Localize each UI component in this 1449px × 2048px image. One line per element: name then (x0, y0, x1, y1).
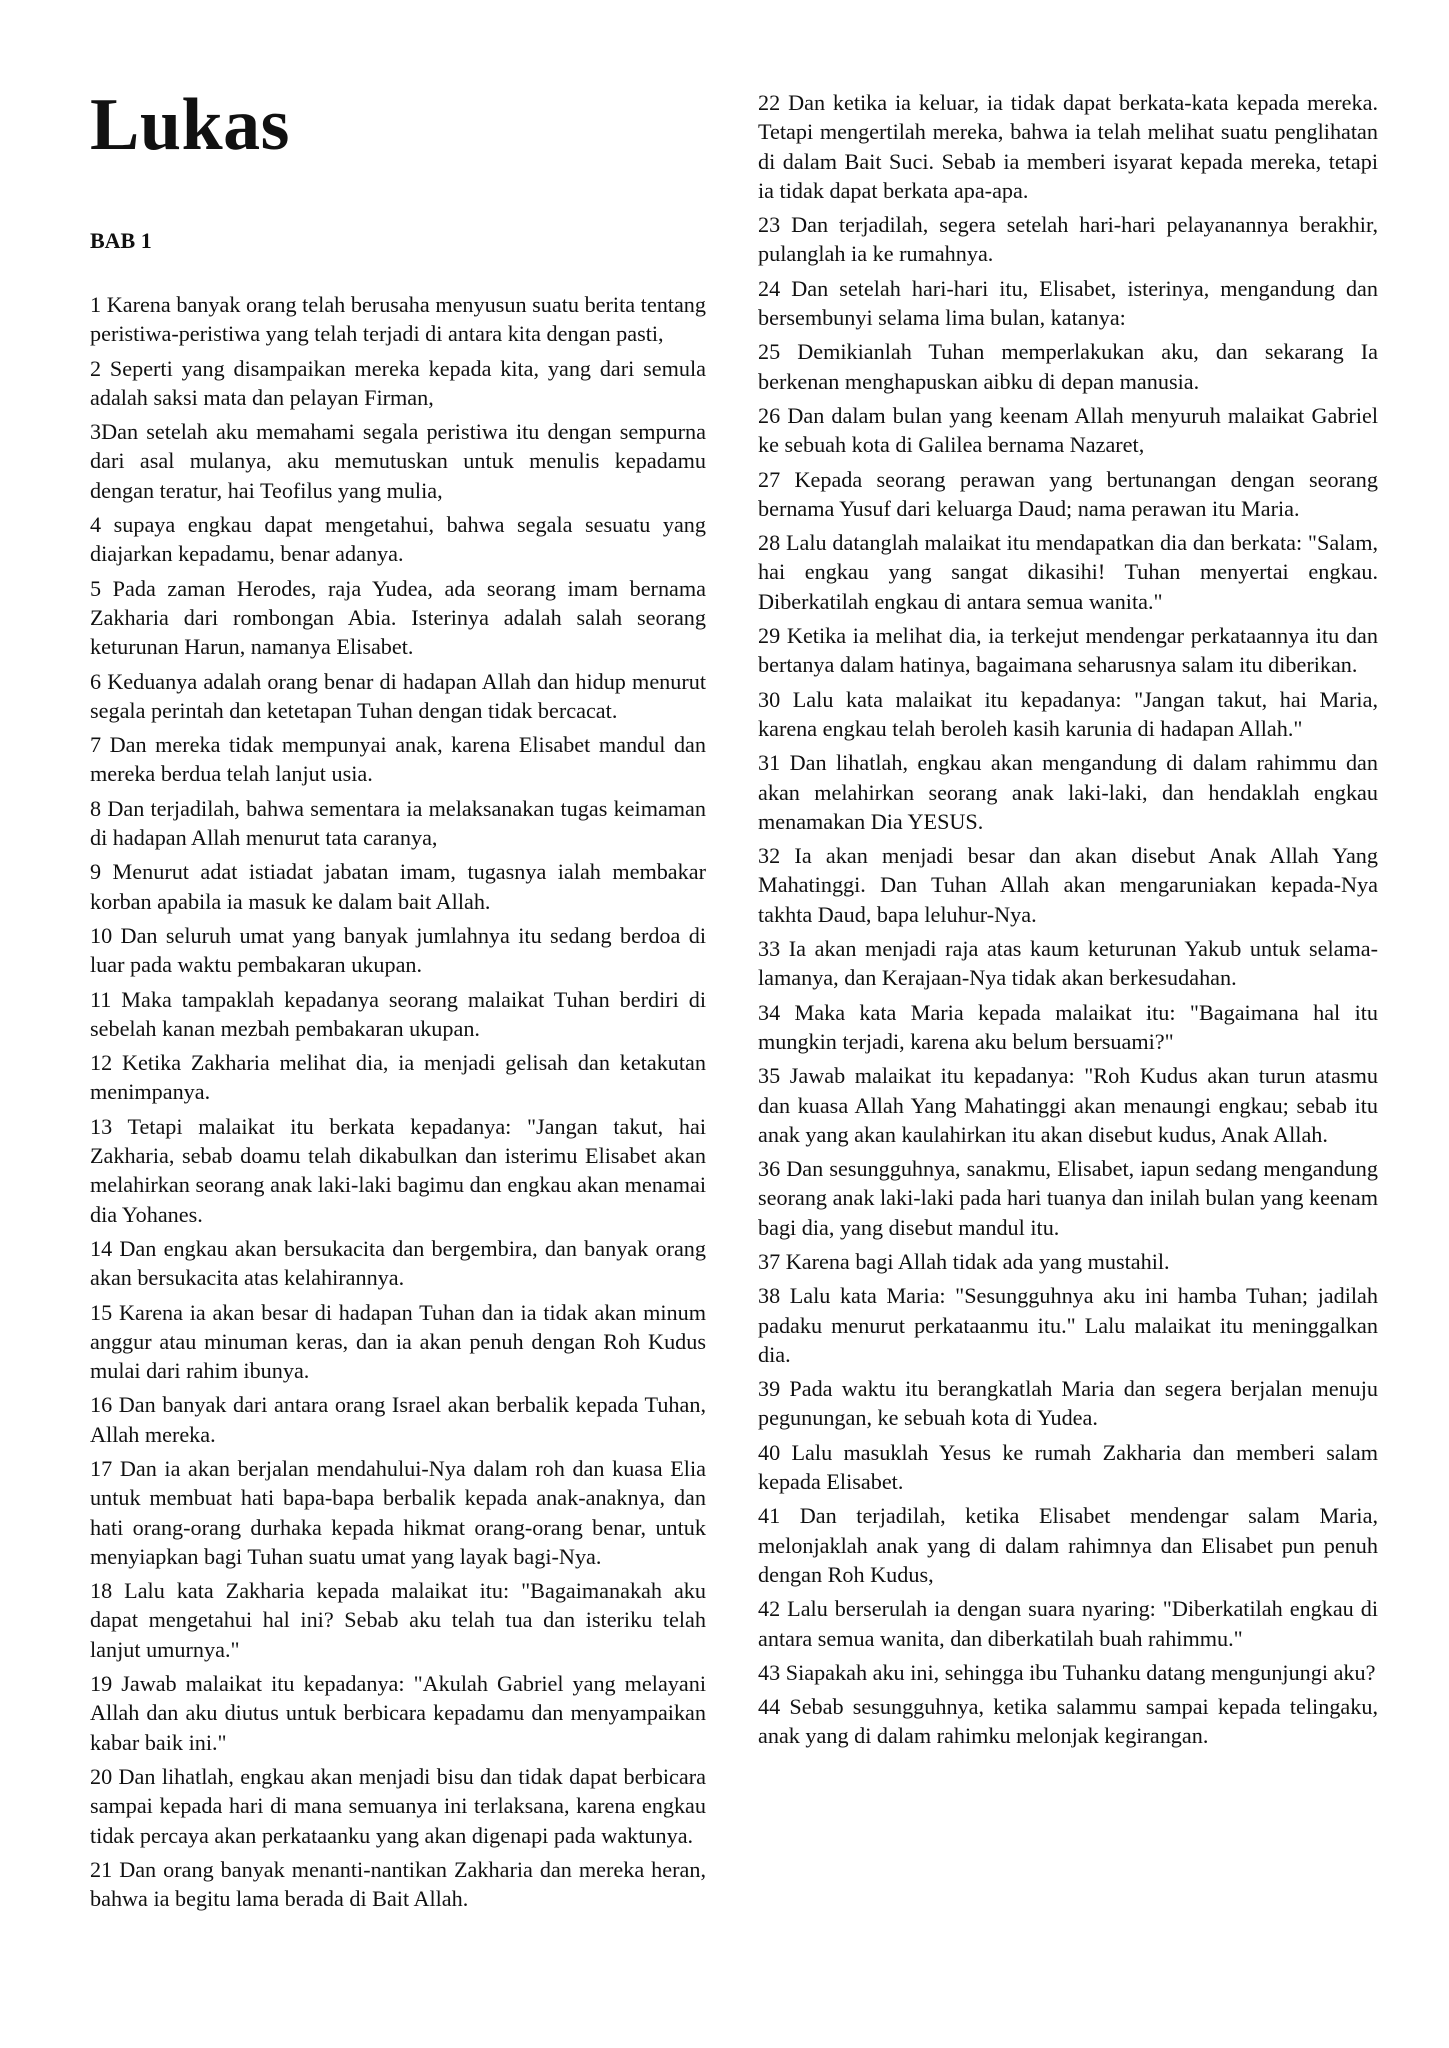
verse-paragraph: 24 Dan setelah hari-hari itu, Elisabet, isterinya, mengandung dan bersembunyi selama lima bulan, katanya: (758, 275, 1378, 331)
verse-paragraph: 7 Dan mereka tidak mempunyai anak, karena Elisabet mandul dan mereka berdua telah lanjut usia. (90, 732, 706, 787)
verse-paragraph: 27 Kepada seorang perawan yang bertunangan dengan seorang bernama Yusuf dari keluarga Daud; nama perawan itu Maria. (758, 466, 1378, 521)
verse-paragraph: 6 Keduanya adalah orang benar di hadapan Allah dan hidup menurut segala perintah dan ketetapan Tuhan dengan tidak bercacat. (90, 668, 706, 723)
verse-paragraph: 32 Ia akan menjadi besar dan akan disebut Anak Allah Yang Mahatinggi. Dan Tuhan Allah akan mengaruniakan kepada-Nya takhta Daud, bapa leluhur-Nya. (758, 843, 1378, 927)
verse-paragraph: 14 Dan engkau akan bersukacita dan bergembira, dan banyak orang akan bersukacita atas kelahirannya. (90, 1235, 706, 1291)
verse-paragraph: 31 Dan lihatlah, engkau akan mengandung di dalam rahimmu dan akan melahirkan seorang anak laki-laki, dan hendaklah engkau menamakan Dia YESUS. (758, 750, 1378, 834)
verse-paragraph: 4 supaya engkau dapat mengetahui, bahwa segala sesuatu yang diajarkan kepadamu, benar adanya. (90, 512, 706, 567)
verse-paragraph: 16 Dan banyak dari antara orang Israel akan berbalik kepada Tuhan, Allah mereka. (90, 1392, 706, 1447)
verse-paragraph: 2 Seperti yang disampaikan mereka kepada kita, yang dari semula adalah saksi mata dan pelayan Firman, (90, 355, 706, 410)
verse-paragraph: 40 Lalu masuklah Yesus ke rumah Zakharia dan memberi salam kepada Elisabet. (758, 1439, 1378, 1495)
verse-paragraph: 17 Dan ia akan berjalan mendahului-Nya dalam roh dan kuasa Elia untuk membuat hati bapa-bapa berbalik kepada anak-anaknya, dan hati orang-orang durhaka kepada hikmat orang-orang benar, untuk menyiapkan bagi Tuhan suatu umat yang layak bagi-Nya. (90, 1455, 706, 1569)
verse-paragraph: 21 Dan orang banyak menanti-nantikan Zakharia dan mereka heran, bahwa ia begitu lama berada di Bait Allah. (90, 1856, 706, 1912)
verse-paragraph: 28 Lalu datanglah malaikat itu mendapatkan dia dan berkata: "Salam, hai engkau yang sangat dikasihi! Tuhan menyertai engkau. Diberkatilah engkau di antara semua wanita." (758, 530, 1378, 614)
verse-paragraph: 1 Karena banyak orang telah berusaha menyusun suatu berita tentang peristiwa-peristiwa yang telah terjadi di antara kita dengan pasti, (90, 292, 706, 347)
verse-paragraph: 5 Pada zaman Herodes, raja Yudea, ada seorang imam bernama Zakharia dari rombongan Abia. Isterinya adalah salah seorang keturunan Harun, namanya Elisabet. (90, 575, 706, 660)
verse-paragraph: 20 Dan lihatlah, engkau akan menjadi bisu dan tidak dapat berbicara sampai kepada hari di mana semuanya ini terlaksana, karena engkau tidak percaya akan perkataanku yang akan digenapi pada waktunya. (90, 1763, 706, 1848)
verse-paragraph: 22 Dan ketika ia keluar, ia tidak dapat berkata-kata kepada mereka. Tetapi mengertilah mereka, bahwa ia telah melihat suatu penglihatan di dalam Bait Suci. Sebab ia memberi isyarat kepada mereka, tetapi ia tidak dapat berkata apa-apa. (758, 90, 1378, 203)
verse-paragraph: 18 Lalu kata Zakharia kepada malaikat itu: "Bagaimanakah aku dapat mengetahui hal ini? Sebab aku telah tua dan isteriku telah lanjut umurnya." (90, 1578, 706, 1662)
verse-paragraph: 29 Ketika ia melihat dia, ia terkejut mendengar perkataannya itu dan bertanya dalam hatinya, bagaimana seharusnya salam itu diberikan. (758, 623, 1378, 678)
verse-paragraph: 35 Jawab malaikat itu kepadanya: "Roh Kudus akan turun atasmu dan kuasa Allah Yang Mahatinggi akan menaungi engkau; sebab itu anak yang akan kaulahirkan itu akan disebut kudus, Anak Allah. (758, 1063, 1378, 1147)
verse-paragraph: 44 Sebab sesungguhnya, ketika salammu sampai kepada telingaku, anak yang di dalam rahimku melonjak kegirangan. (758, 1694, 1378, 1749)
verse-paragraph: 26 Dan dalam bulan yang keenam Allah menyuruh malaikat Gabriel ke sebuah kota di Galilea bernama Nazaret, (758, 402, 1378, 458)
right-column (758, 88, 1378, 1756)
verse-paragraph: 23 Dan terjadilah, segera setelah hari-hari pelayanannya berakhir, pulanglah ia ke rumahnya. (758, 212, 1378, 267)
verse-paragraph: 15 Karena ia akan besar di hadapan Tuhan dan ia tidak akan minum anggur atau minuman keras, dan ia akan penuh dengan Roh Kudus mulai dari rahim ibunya. (90, 1299, 706, 1384)
chapter-heading: BAB 1 (90, 228, 152, 253)
verse-paragraph: 11 Maka tampaklah kepadanya seorang malaikat Tuhan berdiri di sebelah kanan mezbah pembakaran ukupan. (90, 986, 706, 1041)
verse-paragraph: 43 Siapakah aku ini, sehingga ibu Tuhanku datang mengunjungi aku? (758, 1659, 1376, 1685)
verse-paragraph: 39 Pada waktu itu berangkatlah Maria dan segera berjalan menuju pegunungan, ke sebuah kota di Yudea. (758, 1376, 1378, 1431)
verse-paragraph: 13 Tetapi malaikat itu berkata kepadanya: "Jangan takut, hai Zakharia, sebab doamu telah dikabulkan dan isterimu Elisabet akan melahirkan seorang anak laki-laki bagimu dan engkau akan menamai dia Yohanes. (90, 1113, 706, 1227)
verse-paragraph: 42 Lalu berserulah ia dengan suara nyaring: "Diberkatilah engkau di antara semua wanita, dan diberkatilah buah rahimmu." (758, 1596, 1378, 1651)
verse-paragraph: 36 Dan sesungguhnya, sanakmu, Elisabet, iapun sedang mengandung seorang anak laki-laki pada hari tuanya dan inilah bulan yang keenam bagi dia, yang disebut mandul itu. (758, 1156, 1378, 1240)
verse-paragraph: 12 Ketika Zakharia melihat dia, ia menjadi gelisah dan ketakutan menimpanya. (90, 1050, 706, 1105)
verse-paragraph: 34 Maka kata Maria kepada malaikat itu: "Bagaimana hal itu mungkin terjadi, karena aku belum bersuami?" (758, 999, 1378, 1054)
verse-paragraph: 25 Demikianlah Tuhan memperlakukan aku, dan sekarang Ia berkenan menghapuskan aibku di depan manusia. (758, 339, 1378, 394)
verse-paragraph: 37 Karena bagi Allah tidak ada yang mustahil. (758, 1248, 1170, 1274)
verse-paragraph: 8 Dan terjadilah, bahwa sementara ia melaksanakan tugas keimaman di hadapan Allah menurut tata caranya, (90, 795, 706, 851)
verse-paragraph: 38 Lalu kata Maria: "Sesungguhnya aku ini hamba Tuhan; jadilah padaku menurut perkataanmu itu." Lalu malaikat itu meninggalkan dia. (758, 1283, 1378, 1367)
book-title: Lukas (90, 84, 290, 166)
verse-paragraph: 3Dan setelah aku memahami segala peristiwa itu dengan sempurna dari asal mulanya, aku memutuskan untuk menulis kepadamu dengan teratur, hai Teofilus yang mulia, (90, 419, 706, 503)
verse-paragraph: 30 Lalu kata malaikat itu kepadanya: "Jangan takut, hai Maria, karena engkau telah beroleh kasih karunia di hadapan Allah." (758, 686, 1378, 741)
verse-paragraph: 33 Ia akan menjadi raja atas kaum keturunan Yakub untuk selama-lamanya, dan Kerajaan-Nya tidak akan berkesudahan. (758, 936, 1378, 991)
verse-paragraph: 9 Menurut adat istiadat jabatan imam, tugasnya ialah membakar korban apabila ia masuk ke dalam bait Allah. (90, 859, 706, 914)
verse-paragraph: 10 Dan seluruh umat yang banyak jumlahnya itu sedang berdoa di luar pada waktu pembakaran ukupan. (90, 922, 706, 978)
left-column (90, 290, 706, 1918)
verse-paragraph: 19 Jawab malaikat itu kepadanya: "Akulah Gabriel yang melayani Allah dan aku diutus untuk berbicara kepadamu dan menyampaikan kabar baik ini." (90, 1671, 706, 1755)
verse-paragraph: 41 Dan terjadilah, ketika Elisabet mendengar salam Maria, melonjaklah anak yang di dalam rahimnya dan Elisabet pun penuh dengan Roh Kudus, (758, 1503, 1378, 1587)
